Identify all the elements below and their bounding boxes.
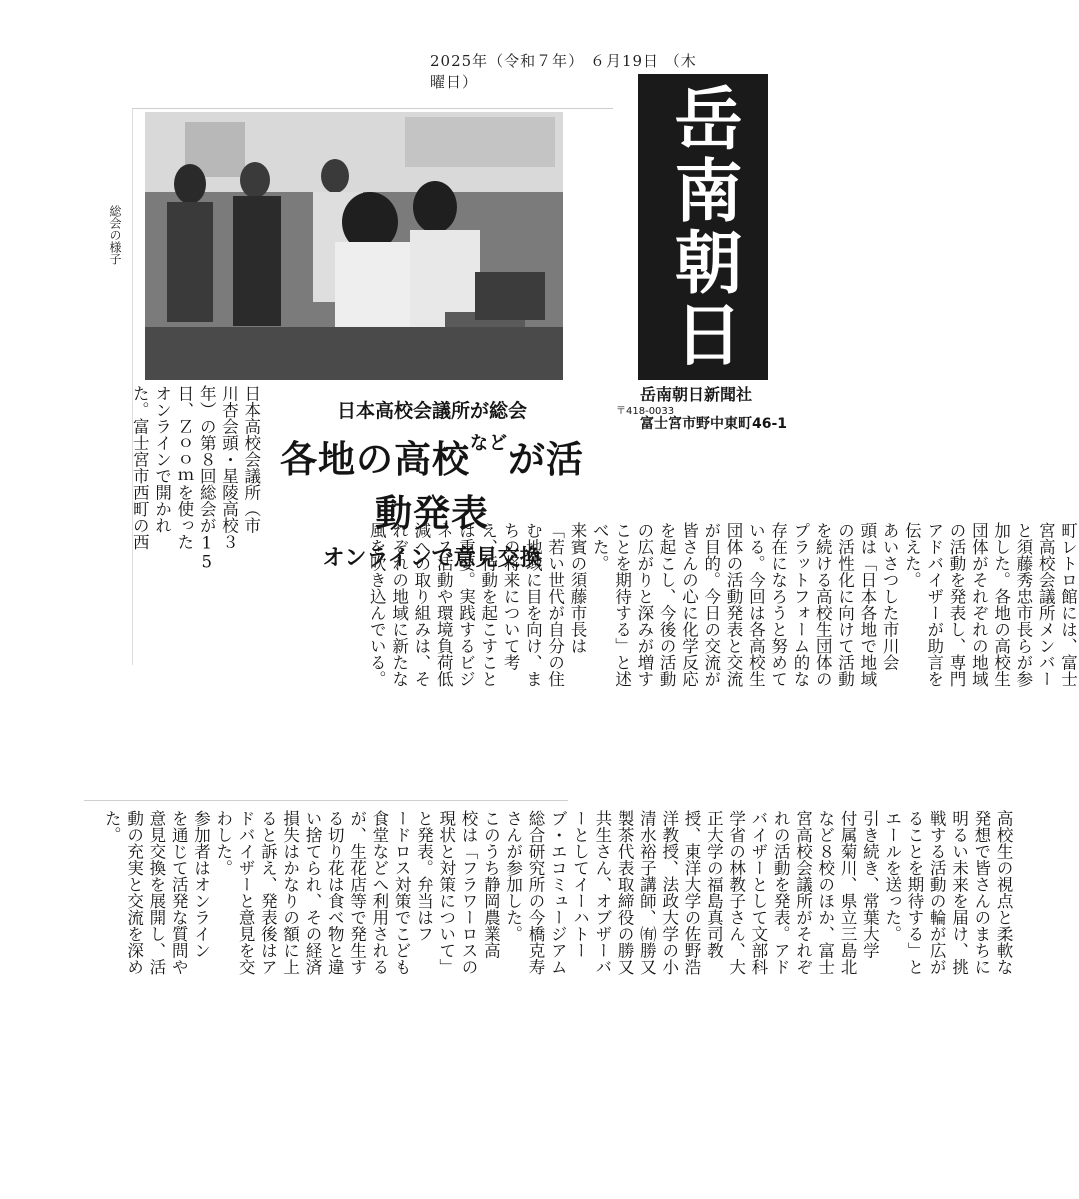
- masthead-title: 岳南朝日: [663, 83, 743, 371]
- article-line: ードロス対策でこども: [392, 810, 412, 975]
- article-line: む地域に目を向け、ま: [523, 522, 543, 687]
- article-line: ちの将来について考: [501, 522, 521, 671]
- article-line: 現状と対策について」: [436, 810, 456, 975]
- article-line: る切り花は食べ物と違: [325, 810, 345, 975]
- article-line: プラットフォーム的な: [790, 522, 810, 687]
- article-line: 風を吹き込んでいる。: [367, 522, 387, 687]
- article-line: の広がりと深みが増す: [634, 522, 654, 687]
- article-line: 日、Ｚｏｏｍを使った: [174, 385, 194, 550]
- article-line: 動の充実と交流を深め: [124, 810, 144, 975]
- article-line: 発想で皆さんのまちに: [971, 810, 991, 975]
- article-line: 損失はかなりの額に上: [280, 810, 300, 975]
- article-line: 明るい未来を届け、挑: [949, 810, 969, 975]
- photo-caption: 総会の様子: [108, 205, 122, 265]
- article-line: 町レトロ館には、富士: [1058, 522, 1078, 687]
- article-line: 川杏会頭・星陵高校３: [219, 385, 239, 550]
- publisher-address: 富士宮市野中東町46-1: [640, 416, 788, 432]
- article-line: あいさつした市川会: [880, 522, 900, 671]
- article-line: 洋教授、法政大学の小: [659, 810, 679, 975]
- main-headline-small: など: [470, 433, 508, 454]
- article-line: など８校のほか、富士: [815, 810, 835, 975]
- main-headline-part-1: 各地の高校: [280, 438, 470, 481]
- article-line: 学省の林教子さん、大: [726, 810, 746, 975]
- kicker-headline: 日本高校会議所が総会: [336, 400, 527, 422]
- article-line: 「若い世代が自分の住: [545, 522, 565, 687]
- section-divider: [84, 800, 568, 801]
- article-line: れの活動を発表。アド: [771, 810, 791, 975]
- article-line: 清水裕子講師、㈲勝又: [637, 810, 657, 975]
- article-line: 宮高校会議所メンバー: [1036, 522, 1056, 687]
- article-line: が、生花店等で発生す: [347, 810, 367, 975]
- article-line: と須藤秀忠市長らが参: [1013, 522, 1033, 687]
- article-line: た。: [102, 810, 122, 843]
- publisher-name: 岳南朝日新聞社: [640, 385, 753, 404]
- article-line: 正大学の福島真司教: [704, 810, 724, 959]
- postal-code: 〒418-0033: [616, 406, 675, 417]
- article-line: オンラインで開かれ: [152, 385, 172, 534]
- article-line: 付属菊川、県立三島北: [838, 810, 858, 975]
- sub-headline: オンラインで意見交換: [322, 546, 542, 571]
- article-line: が目的。今日の交流が: [701, 522, 721, 687]
- newspaper-masthead: [638, 74, 768, 380]
- article-line: 年）の第８回総会が15: [197, 385, 217, 572]
- article-line: 引き続き、常葉大学: [860, 810, 880, 959]
- article-line: アドバイザーが助言を: [924, 522, 944, 687]
- article-line: 意見交換を展開し、活: [146, 810, 166, 975]
- article-line: 宮高校会議所がそれぞ: [793, 810, 813, 975]
- article-line: 頭は「日本各地で地域: [857, 522, 877, 687]
- article-line: いる。今回は各高校生: [746, 522, 766, 687]
- article-line: を通じて活発な質問や: [169, 810, 189, 975]
- article-line: ことを期待する」と述: [612, 522, 632, 687]
- article-line: 団体がそれぞれの地域: [969, 522, 989, 687]
- article-line: 総合研究所の今橋克寿: [525, 810, 545, 975]
- article-line: さんが参加した。: [503, 810, 523, 942]
- article-line: 授、東洋大学の佐野浩: [682, 810, 702, 975]
- article-line: れぞれの地域に新たな: [389, 522, 409, 687]
- article-line: バイザーとして文部科: [748, 810, 768, 975]
- article-line: は重要。実践するビジ: [456, 522, 476, 687]
- article-line: を起こし、今後の活動: [657, 522, 677, 687]
- article-column-top-left: [128, 385, 262, 655]
- article-line: わした。: [213, 810, 233, 876]
- article-line: このうち静岡農業高: [481, 810, 501, 959]
- article-line: 減への取り組みは、そ: [411, 522, 431, 687]
- article-line: 来賓の須藤市長は: [567, 522, 587, 654]
- article-line: ブ・エコミュージアム: [548, 810, 568, 975]
- article-line: と発表。弁当はフ: [414, 810, 434, 942]
- article-column-top-right: [365, 522, 1079, 790]
- meeting-photo: [145, 112, 563, 380]
- article-line: の活性化に向けて活動: [835, 522, 855, 687]
- article-line: 皆さんの心に化学反応: [679, 522, 699, 687]
- article-line: ドバイザーと意見を交: [236, 810, 256, 975]
- article-line: い捨てられ、その経済: [302, 810, 322, 975]
- article-line: 団体の活動発表と交流: [724, 522, 744, 687]
- article-line: た。富士宮市西町の西: [130, 385, 150, 550]
- main-headline: [262, 429, 602, 537]
- article-line: 戦する活動の輪が広が: [927, 810, 947, 975]
- article-line: 日本高校会議所（市: [241, 385, 261, 534]
- main-headline-part-2: が活動発表: [375, 438, 584, 535]
- article-line: の活動を発表し、専門: [947, 522, 967, 687]
- article-line: え、行動を起こすこと: [478, 522, 498, 687]
- article-column-bottom: [100, 810, 1014, 990]
- article-line: ーとしてイーハトー: [570, 810, 590, 959]
- article-line: 加した。各地の高校生: [991, 522, 1011, 687]
- article-line: ネス活動や環境負荷低: [434, 522, 454, 687]
- article-line: エールを送った。: [882, 810, 902, 942]
- article-line: 高校生の視点と柔軟な: [994, 810, 1014, 975]
- article-line: 参加者はオンライン: [191, 810, 211, 959]
- article-line: 共生さん、オブザーバ: [592, 810, 612, 975]
- article-line: 製茶代表取締役の勝又: [615, 810, 635, 975]
- article-line: ることを期待する」と: [904, 810, 924, 975]
- article-line: 校は「フラワーロスの: [459, 810, 479, 975]
- article-line: を続ける高校生団体の: [813, 522, 833, 687]
- article-line: 食堂などへ利用される: [369, 810, 389, 975]
- article-line: 存在になろうと努めて: [768, 522, 788, 687]
- publication-date: 2025年（令和７年） ６月19日 （木曜日）: [430, 52, 697, 91]
- article-line: べた。: [590, 522, 610, 572]
- article-line: ると訴え、発表後はア: [258, 810, 278, 975]
- article-line: 伝えた。: [902, 522, 922, 588]
